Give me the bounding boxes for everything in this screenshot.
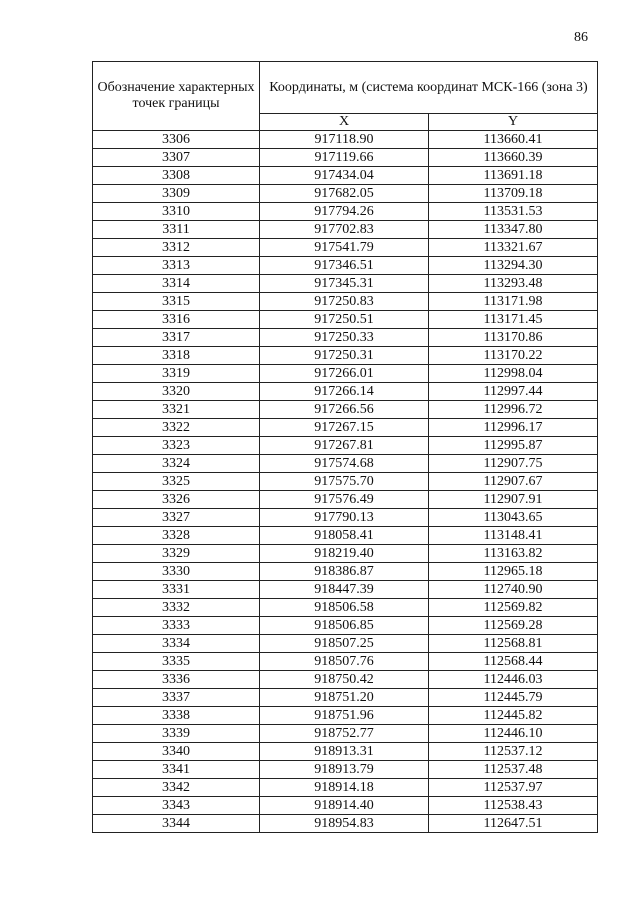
table-row <box>93 527 598 545</box>
x-cell: 918507.76 <box>260 653 429 671</box>
point-cell: 3339 <box>93 725 260 743</box>
table-row <box>93 383 598 401</box>
x-cell: 918914.18 <box>260 779 429 797</box>
table-row <box>93 293 598 311</box>
point-cell: 3340 <box>93 743 260 761</box>
y-cell: 113170.86 <box>429 329 598 347</box>
point-cell: 3331 <box>93 581 260 599</box>
point-cell: 3337 <box>93 689 260 707</box>
y-cell: 112907.75 <box>429 455 598 473</box>
y-cell: 112965.18 <box>429 563 598 581</box>
x-cell: 917267.15 <box>260 419 429 437</box>
y-cell: 113171.45 <box>429 311 598 329</box>
table-row <box>93 617 598 635</box>
y-cell: 113531.53 <box>429 203 598 221</box>
point-cell: 3315 <box>93 293 260 311</box>
y-cell: 112446.03 <box>429 671 598 689</box>
point-cell: 3319 <box>93 365 260 383</box>
table-row <box>93 131 598 149</box>
y-cell: 112569.28 <box>429 617 598 635</box>
table-body <box>93 131 598 833</box>
table-row <box>93 203 598 221</box>
x-cell: 917119.66 <box>260 149 429 167</box>
point-cell: 3318 <box>93 347 260 365</box>
x-cell: 917250.51 <box>260 311 429 329</box>
point-cell: 3320 <box>93 383 260 401</box>
x-cell: 918386.87 <box>260 563 429 581</box>
table-row <box>93 635 598 653</box>
point-cell: 3333 <box>93 617 260 635</box>
table-row <box>93 239 598 257</box>
point-cell: 3342 <box>93 779 260 797</box>
y-cell: 112568.81 <box>429 635 598 653</box>
y-cell: 112647.51 <box>429 815 598 833</box>
x-cell: 918913.79 <box>260 761 429 779</box>
table-row <box>93 563 598 581</box>
table-row <box>93 761 598 779</box>
x-cell: 918506.85 <box>260 617 429 635</box>
point-cell: 3322 <box>93 419 260 437</box>
point-cell: 3329 <box>93 545 260 563</box>
y-cell: 113171.98 <box>429 293 598 311</box>
point-cell: 3313 <box>93 257 260 275</box>
page-number: 86 <box>574 30 588 45</box>
table-row <box>93 311 598 329</box>
point-cell: 3341 <box>93 761 260 779</box>
y-cell: 112537.97 <box>429 779 598 797</box>
x-cell: 917266.01 <box>260 365 429 383</box>
x-cell: 918506.58 <box>260 599 429 617</box>
y-cell: 112995.87 <box>429 437 598 455</box>
header-y: Y <box>429 114 598 131</box>
x-cell: 917118.90 <box>260 131 429 149</box>
point-cell: 3307 <box>93 149 260 167</box>
table-row <box>93 419 598 437</box>
table-row <box>93 185 598 203</box>
point-cell: 3343 <box>93 797 260 815</box>
table-row <box>93 473 598 491</box>
x-cell: 917434.04 <box>260 167 429 185</box>
y-cell: 113347.80 <box>429 221 598 239</box>
point-cell: 3334 <box>93 635 260 653</box>
y-cell: 112537.48 <box>429 761 598 779</box>
point-cell: 3326 <box>93 491 260 509</box>
point-cell: 3321 <box>93 401 260 419</box>
point-cell: 3308 <box>93 167 260 185</box>
y-cell: 113660.41 <box>429 131 598 149</box>
y-cell: 113321.67 <box>429 239 598 257</box>
x-cell: 918447.39 <box>260 581 429 599</box>
y-cell: 112907.91 <box>429 491 598 509</box>
x-cell: 917575.70 <box>260 473 429 491</box>
table-row <box>93 815 598 833</box>
x-cell: 918751.20 <box>260 689 429 707</box>
y-cell: 112568.44 <box>429 653 598 671</box>
y-cell: 113660.39 <box>429 149 598 167</box>
point-cell: 3330 <box>93 563 260 581</box>
y-cell: 112996.17 <box>429 419 598 437</box>
x-cell: 918913.31 <box>260 743 429 761</box>
x-cell: 918954.83 <box>260 815 429 833</box>
y-cell: 112445.82 <box>429 707 598 725</box>
table-row <box>93 743 598 761</box>
table-row <box>93 545 598 563</box>
point-cell: 3314 <box>93 275 260 293</box>
x-cell: 917266.14 <box>260 383 429 401</box>
x-cell: 918751.96 <box>260 707 429 725</box>
table-row <box>93 275 598 293</box>
table-row <box>93 689 598 707</box>
point-cell: 3344 <box>93 815 260 833</box>
point-cell: 3332 <box>93 599 260 617</box>
point-cell: 3323 <box>93 437 260 455</box>
table-row <box>93 707 598 725</box>
x-cell: 918914.40 <box>260 797 429 815</box>
point-cell: 3324 <box>93 455 260 473</box>
table-row <box>93 797 598 815</box>
x-cell: 918507.25 <box>260 635 429 653</box>
y-cell: 113709.18 <box>429 185 598 203</box>
x-cell: 917702.83 <box>260 221 429 239</box>
header-x: X <box>260 114 429 131</box>
x-cell: 917250.33 <box>260 329 429 347</box>
point-cell: 3327 <box>93 509 260 527</box>
y-cell: 112740.90 <box>429 581 598 599</box>
x-cell: 917794.26 <box>260 203 429 221</box>
table-row <box>93 257 598 275</box>
y-cell: 112569.82 <box>429 599 598 617</box>
table-row <box>93 725 598 743</box>
y-cell: 112996.72 <box>429 401 598 419</box>
y-cell: 112537.12 <box>429 743 598 761</box>
x-cell: 917267.81 <box>260 437 429 455</box>
x-cell: 917576.49 <box>260 491 429 509</box>
point-cell: 3312 <box>93 239 260 257</box>
x-cell: 917345.31 <box>260 275 429 293</box>
point-cell: 3310 <box>93 203 260 221</box>
y-cell: 113293.48 <box>429 275 598 293</box>
header-coordinates: Координаты, м (система координат МСК-166 (зона 3) <box>260 62 598 114</box>
y-cell: 113170.22 <box>429 347 598 365</box>
table-row <box>93 365 598 383</box>
y-cell: 112997.44 <box>429 383 598 401</box>
table-row <box>93 167 598 185</box>
point-cell: 3336 <box>93 671 260 689</box>
point-cell: 3311 <box>93 221 260 239</box>
table-row <box>93 491 598 509</box>
table-row <box>93 455 598 473</box>
header-point-designation: Обозначение характерных точек границы <box>93 62 260 131</box>
point-cell: 3309 <box>93 185 260 203</box>
x-cell: 917266.56 <box>260 401 429 419</box>
table-row <box>93 221 598 239</box>
point-cell: 3335 <box>93 653 260 671</box>
x-cell: 917541.79 <box>260 239 429 257</box>
y-cell: 113294.30 <box>429 257 598 275</box>
point-cell: 3325 <box>93 473 260 491</box>
y-cell: 113691.18 <box>429 167 598 185</box>
table-row <box>93 653 598 671</box>
table-row <box>93 329 598 347</box>
y-cell: 112907.67 <box>429 473 598 491</box>
coordinates-table <box>92 61 598 833</box>
x-cell: 917682.05 <box>260 185 429 203</box>
y-cell: 112445.79 <box>429 689 598 707</box>
y-cell: 112446.10 <box>429 725 598 743</box>
table-row <box>93 509 598 527</box>
table-row <box>93 671 598 689</box>
point-cell: 3328 <box>93 527 260 545</box>
table-row <box>93 581 598 599</box>
table-row <box>93 599 598 617</box>
x-cell: 917790.13 <box>260 509 429 527</box>
table-row <box>93 401 598 419</box>
x-cell: 918752.77 <box>260 725 429 743</box>
y-cell: 113148.41 <box>429 527 598 545</box>
x-cell: 918058.41 <box>260 527 429 545</box>
y-cell: 113163.82 <box>429 545 598 563</box>
x-cell: 917250.31 <box>260 347 429 365</box>
x-cell: 917250.83 <box>260 293 429 311</box>
y-cell: 112538.43 <box>429 797 598 815</box>
x-cell: 917346.51 <box>260 257 429 275</box>
x-cell: 918219.40 <box>260 545 429 563</box>
x-cell: 918750.42 <box>260 671 429 689</box>
y-cell: 113043.65 <box>429 509 598 527</box>
x-cell: 917574.68 <box>260 455 429 473</box>
table-row <box>93 347 598 365</box>
point-cell: 3338 <box>93 707 260 725</box>
point-cell: 3306 <box>93 131 260 149</box>
table-row <box>93 779 598 797</box>
table-row <box>93 149 598 167</box>
point-cell: 3316 <box>93 311 260 329</box>
point-cell: 3317 <box>93 329 260 347</box>
table-row <box>93 437 598 455</box>
y-cell: 112998.04 <box>429 365 598 383</box>
